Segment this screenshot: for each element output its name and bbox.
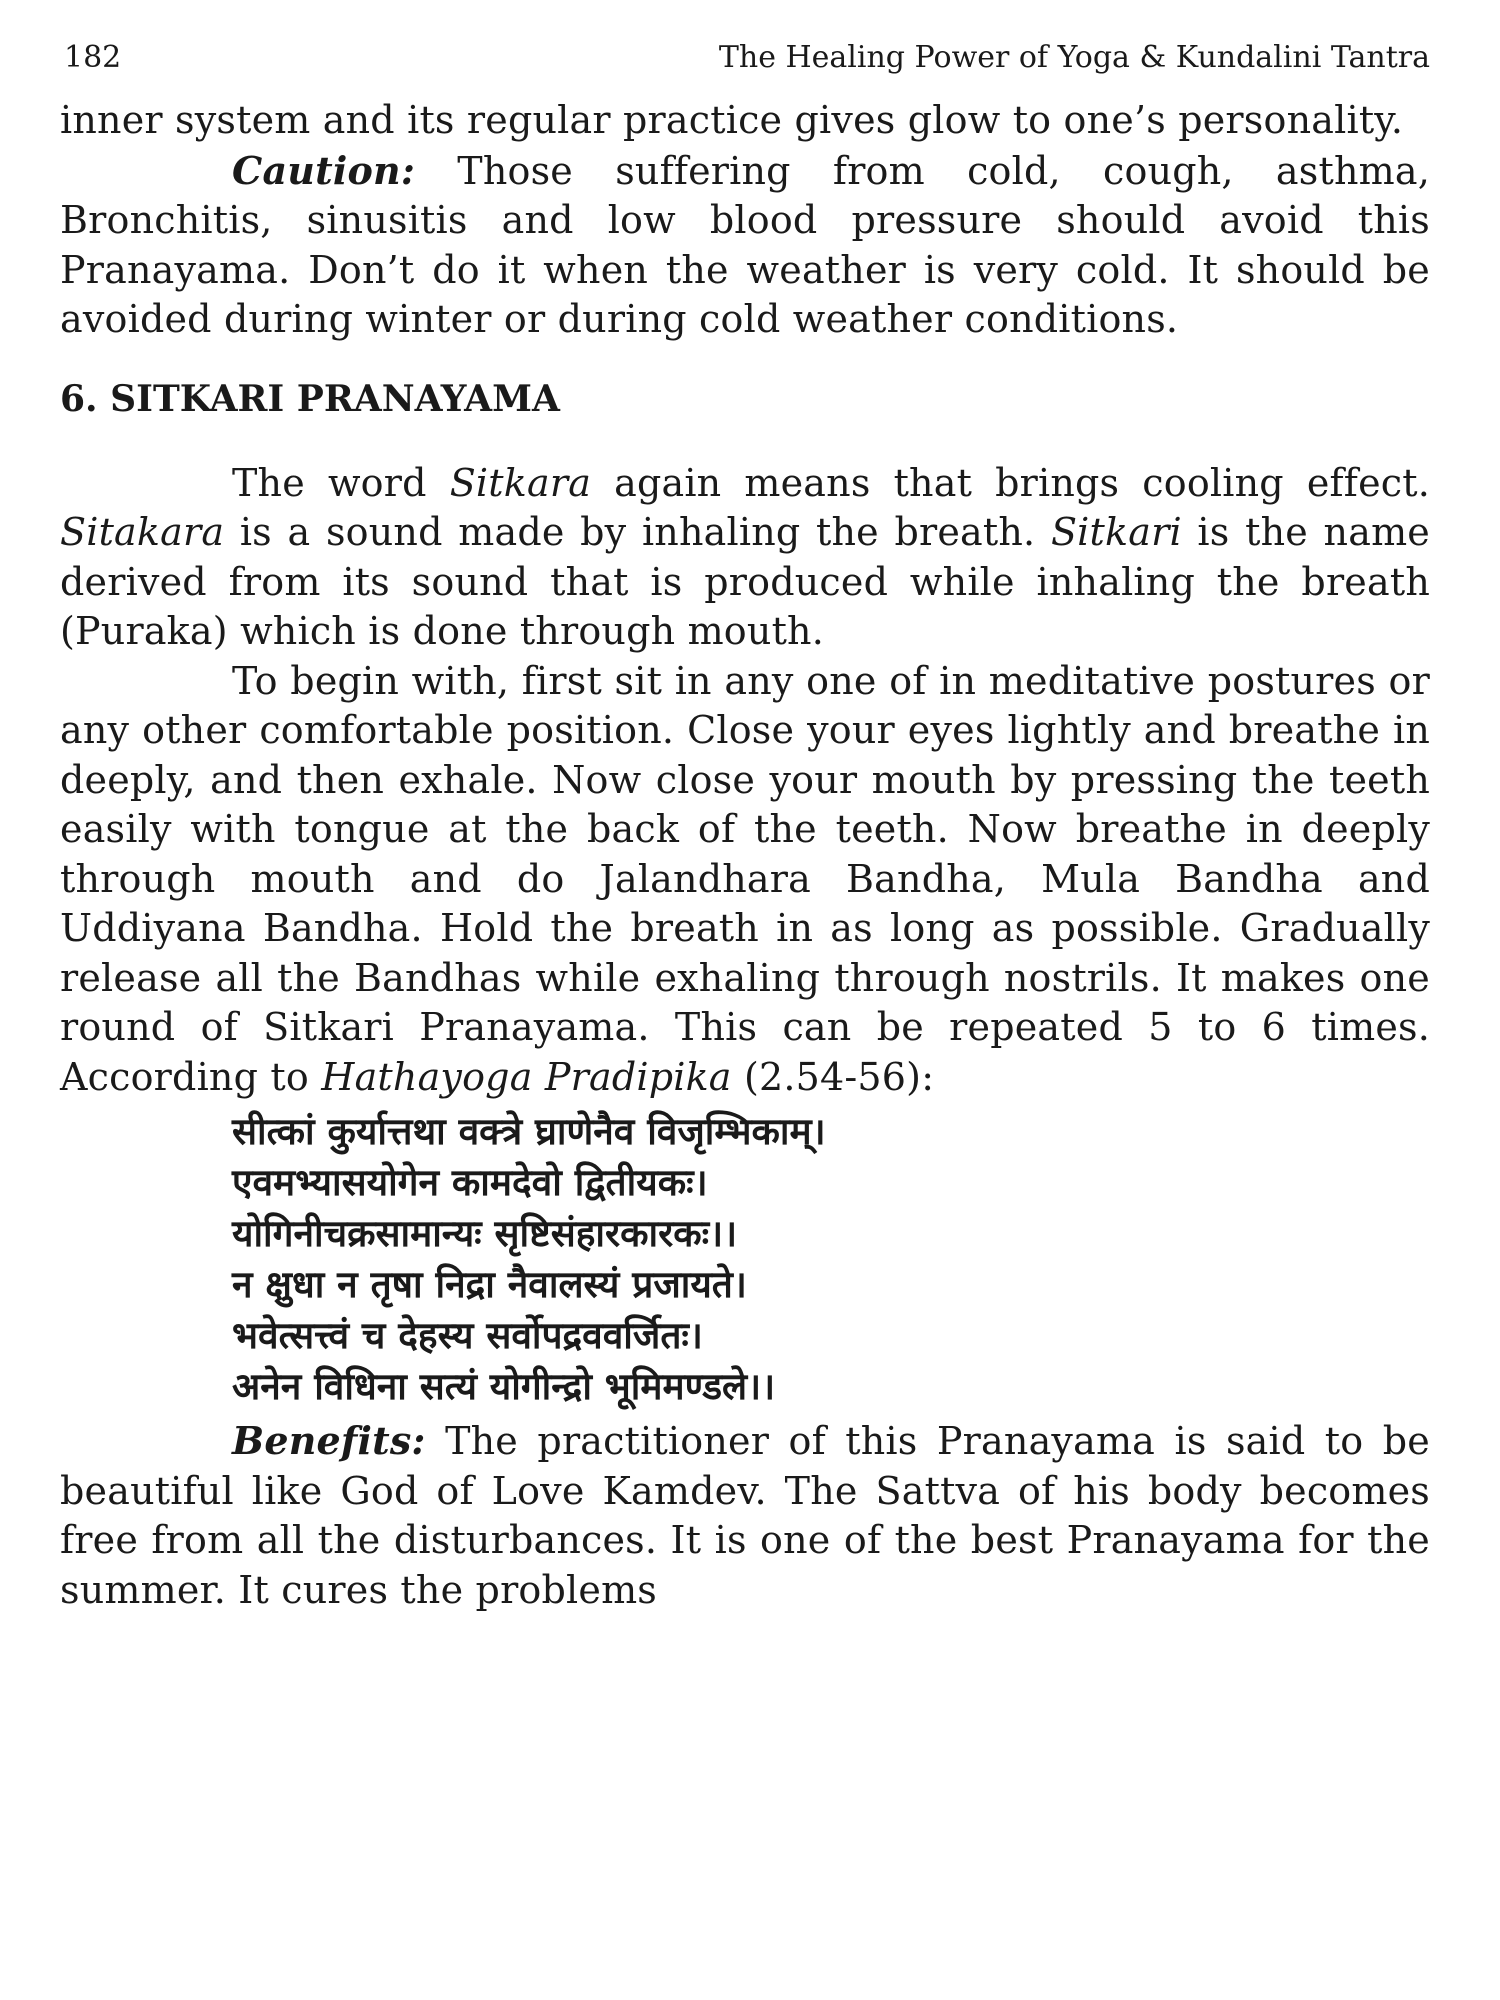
sitkara-text-1: The word <box>232 460 450 505</box>
sanskrit-verse-line: एवमभ्यासयोगेन कामदेवो द्वितीयकः। <box>232 1161 708 1204</box>
sitkara-text-2: again means that brings cooling effect. <box>591 460 1430 505</box>
sitkara-text-4: is the name derived from its sound that is produced while inhaling the breath (Puraka) which is done through mouth. <box>60 510 1430 653</box>
source-reference: (2.54-56): <box>731 1054 935 1099</box>
source-title: Hathayoga Pradipika <box>321 1054 732 1099</box>
term-sitkara: Sitkara <box>449 460 592 505</box>
section-heading: 6. SITKARI PRANAYAMA <box>60 377 560 420</box>
book-page <box>60 30 1430 1970</box>
page-number: 182 <box>64 40 122 75</box>
book-title: The Healing Power of Yoga & Kundalini Tantra <box>718 40 1430 75</box>
sanskrit-verse-line: योगिनीचक्रसामान्यः सृष्टिसंहारकारकः।। <box>232 1212 738 1255</box>
sanskrit-verse-line: अनेन विधिना सत्यं योगीन्द्रो भूमिमण्डले।। <box>232 1365 776 1408</box>
benefits-paragraph <box>60 1416 1430 1615</box>
term-sitakara: Sitakara <box>60 510 225 554</box>
sitkara-text-3: is a sound made by inhaling the breath. <box>224 510 1051 554</box>
sanskrit-verses <box>232 1106 1430 1412</box>
sanskrit-verse-line: सीत्कां कुर्यात्तथा वक्त्रे घ्राणेनैव विजृम्भिकाम्। <box>232 1110 826 1153</box>
caution-paragraph <box>60 146 1430 345</box>
sanskrit-verse-line: भवेत्सत्त्वं च देहस्य सर्वोपद्रववर्जितः। <box>232 1314 703 1357</box>
sanskrit-verse-line: न क्षुधा न तृषा निद्रा नैवालस्यं प्रजायते। <box>232 1263 747 1306</box>
method-text: To begin with, first sit in any one of in meditative postures or any other comfortable position. Close your eyes lightly and breathe in deeply, and then exhale. Now close your mouth by pressing the teeth easily with tongue at the back of the teeth. Now breathe in deeply through mouth and do Jalandhara Bandha, Mula Bandha and Uddiyana Bandha. Hold the breath in as long as possible. Gradually release all the Bandhas while exhaling through nostrils. It makes one round of Sitkari Pranayama. This can be repeated 5 to 6 times. According to <box>60 658 1430 1099</box>
intro-paragraph: inner system and its regular practice gives glow to one’s personality. <box>60 98 1404 142</box>
sitkara-paragraph <box>60 459 1430 657</box>
running-header <box>60 40 1430 96</box>
benefits-text: The practitioner of this Pranayama is said to be beautiful like God of Love Kamdev. The Sattva of his body becomes free from all the disturbances. It is one of the best Pranayama for the summer. It cures the problems <box>60 1419 1430 1612</box>
caution-label: Caution: <box>232 147 416 193</box>
term-sitkari: Sitkari <box>1050 510 1182 554</box>
caution-text: Those suffering from cold, cough, asthma, Bronchitis, sinusitis and low blood pressure should avoid this Pranayama. Don’t do it when the weather is very cold. It should be avoided during winter or during cold weather conditions. <box>60 148 1430 341</box>
benefits-label: Benefits: <box>232 1418 426 1463</box>
method-paragraph <box>60 657 1430 1103</box>
